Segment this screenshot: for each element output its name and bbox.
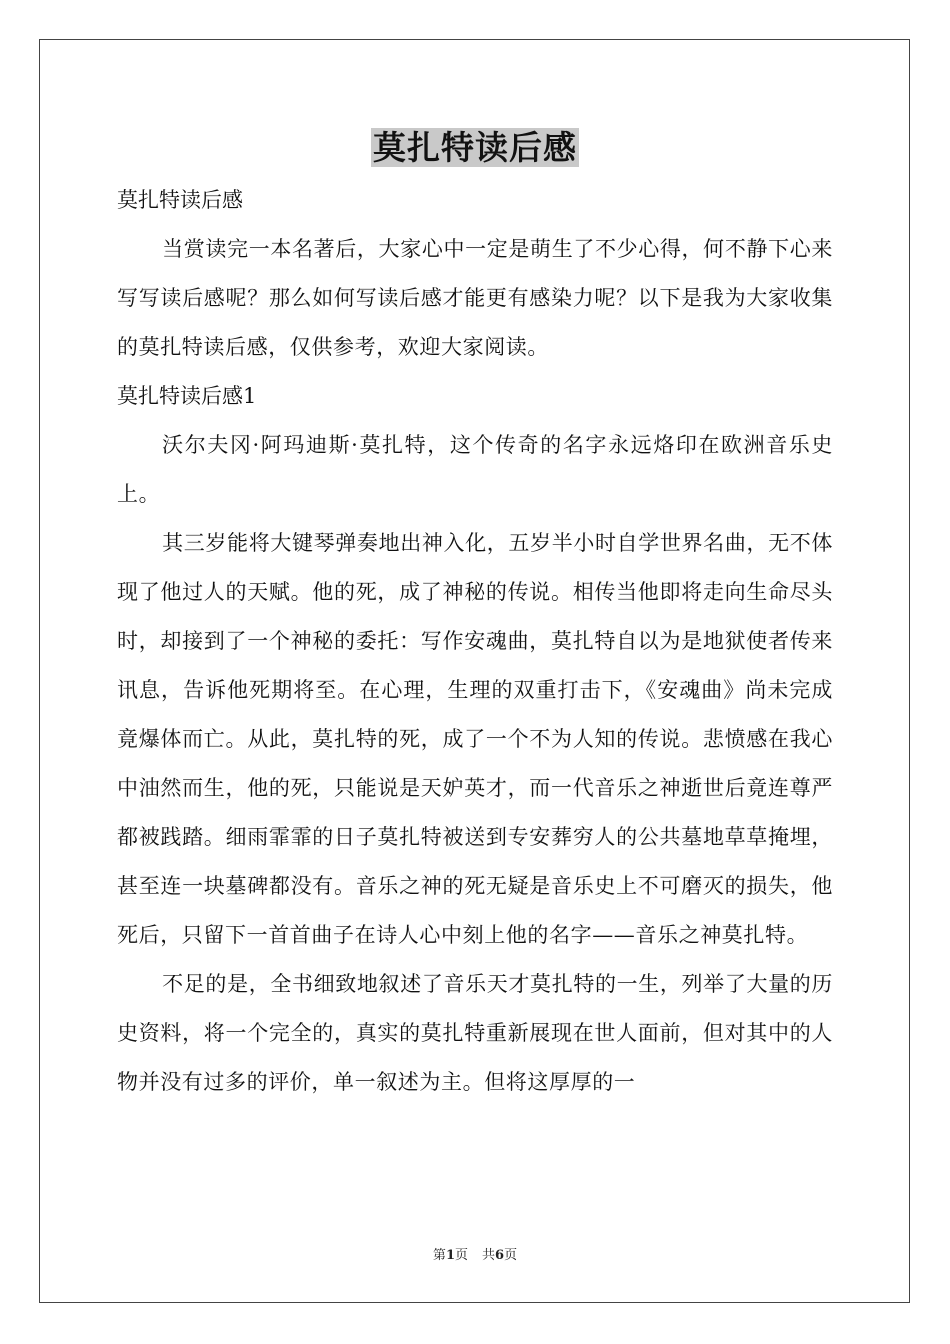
section-heading: 莫扎特读后感1	[117, 384, 257, 408]
total-suffix: 页	[504, 1248, 518, 1263]
document-subtitle: 莫扎特读后感	[117, 188, 243, 212]
body-paragraph-3: 不足的是，全书细致地叙述了音乐天才莫扎特的一生，列举了大量的历史资料，将一个完全的，真实的莫扎特重新展现在世人面前，但对其中的人物并没有过多的评价，单一叙述为主。但将这厚厚的一	[117, 972, 833, 1094]
page-current: 1	[445, 1248, 455, 1263]
intro-paragraph: 当赏读完一本名著后，大家心中一定是萌生了不少心得，何不静下心来写写读后感呢？那么如何写读后感才能更有感染力呢？以下是我为大家收集的莫扎特读后感，仅供参考，欢迎大家阅读。	[117, 237, 833, 359]
total-prefix: 共	[482, 1248, 496, 1263]
page-suffix: 页	[454, 1248, 468, 1263]
body-paragraph-1: 沃尔夫冈·阿玛迪斯·莫扎特，这个传奇的名字永远烙印在欧洲音乐史上。	[117, 433, 833, 506]
document-title	[0, 126, 950, 170]
body-paragraph-2: 其三岁能将大键琴弹奏地出神入化，五岁半小时自学世界名曲，无不体现了他过人的天赋。他的死，成了神秘的传说。相传当他即将走向生命尽头时，却接到了一个神秘的委托：写作安魂曲，莫扎特自以为是地狱使者传来讯息，告诉他死期将至。在心理，生理的双重打击下，《安魂曲》尚未完成竟爆体而亡。从此，莫扎特的死，成了一个不为人知的传说。悲愤感在我心中油然而生，他的死，只能说是天妒英才，而一代音乐之神逝世后竟连尊严都被践踏。细雨霏霏的日子莫扎特被送到专安葬穷人的公共墓地草草掩埋，甚至连一块墓碑都没有。音乐之神的死无疑是音乐史上不可磨灭的损失，他死后，只留下一首首曲子在诗人心中刻上他的名字——音乐之神莫扎特。	[117, 531, 833, 947]
document-title-text: 莫扎特读后感	[373, 128, 577, 167]
page-footer	[0, 1247, 950, 1265]
page-prefix: 第	[432, 1248, 446, 1263]
document-body	[117, 176, 833, 1107]
page-total: 6	[495, 1248, 505, 1263]
